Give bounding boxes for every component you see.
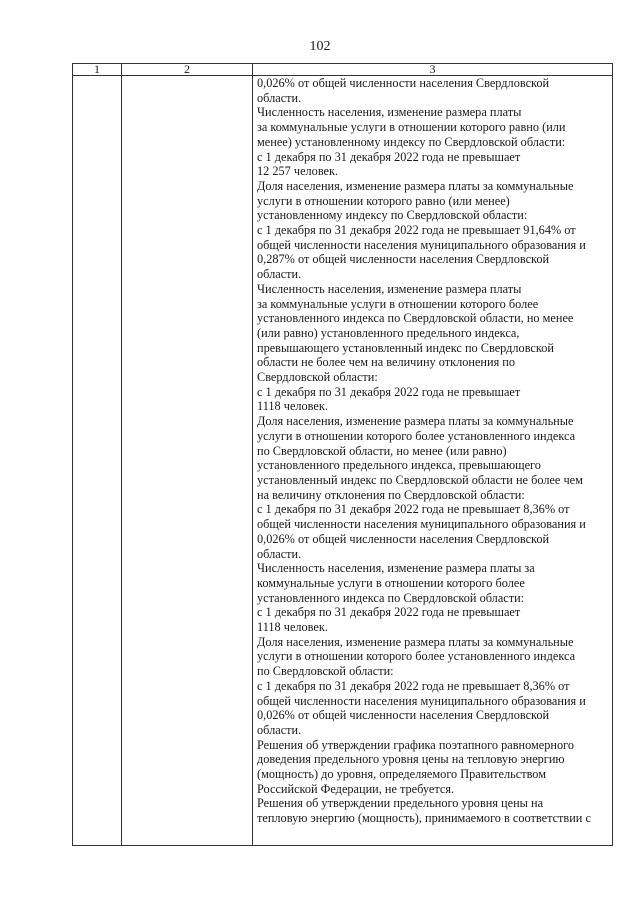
text-line: 0,026% от общей численности населения Свердловской	[257, 531, 550, 546]
text-line: с 1 декабря по 31 декабря 2022 года не превышает 91,64% от	[257, 223, 576, 238]
text-line: доведения предельного уровня цены на тепловую энергию	[257, 752, 565, 767]
text-line: услуги в отношении которого более установленного индекса	[257, 649, 576, 664]
text-line: по Свердловской области:	[257, 664, 394, 679]
text-line: 1118 человек.	[257, 620, 328, 635]
text-line: установленному индексу по Свердловской области:	[257, 208, 528, 223]
column-header-3: 3	[253, 64, 613, 76]
text-line: услуги в отношении которого более установленного индекса	[257, 428, 576, 443]
text-line: области.	[257, 267, 302, 282]
text-line: Решения об утверждении предельного уровня цены на	[257, 796, 544, 811]
text-line: установленный индекс по Свердловской области не более чем	[257, 472, 583, 487]
text-line: Численность населения, изменение размера платы	[257, 105, 522, 120]
text-line: (мощность) до уровня, определяемого Правительством	[257, 767, 546, 782]
table-cell-col3	[253, 76, 613, 846]
text-line: области не более чем на величину отклонения по	[257, 355, 516, 370]
table-header-row	[73, 64, 613, 76]
text-line: 0,287% от общей численности населения Свердловской	[257, 252, 550, 267]
text-line: превышающего установленный индекс по Свердловской	[257, 340, 554, 355]
text-line: области.	[257, 722, 302, 737]
text-line: за коммунальные услуги в отношении которого более	[257, 296, 539, 311]
text-line: общей численности населения муниципального образования и	[257, 517, 586, 532]
text-line: с 1 декабря по 31 декабря 2022 года не превышает 8,36% от	[257, 502, 570, 517]
column-header-1: 1	[73, 64, 122, 76]
text-line: по Свердловской области, но менее (или равно)	[257, 443, 507, 458]
text-line: Численность населения, изменение размера платы	[257, 281, 522, 296]
column-header-2: 2	[122, 64, 253, 76]
text-line: Свердловской области:	[257, 370, 378, 385]
text-line: Российской Федерации, не требуется.	[257, 781, 455, 796]
text-line: 0,026% от общей численности населения Свердловской	[257, 708, 550, 723]
text-line: Доля населения, изменение размера платы за коммунальные	[257, 178, 574, 193]
text-line: Численность населения, изменение размера платы за	[257, 561, 535, 576]
text-line: общей численности населения муниципального образования и	[257, 237, 586, 252]
text-line: 12 257 человек.	[257, 164, 339, 179]
text-line: тепловую энергию (мощность), принимаемого в соответствии с	[257, 811, 591, 826]
text-line: с 1 декабря по 31 декабря 2022 года не превышает	[257, 384, 521, 399]
table-cell-col2	[122, 76, 253, 846]
text-line: с 1 декабря по 31 декабря 2022 года не превышает	[257, 149, 521, 164]
text-line: услуги в отношении которого равно (или менее)	[257, 193, 510, 208]
text-line: Доля населения, изменение размера платы за коммунальные	[257, 414, 574, 429]
text-line: за коммунальные услуги в отношении которого равно (или	[257, 120, 566, 135]
table-cell-col1	[73, 76, 122, 846]
text-line: Решения об утверждении графика поэтапного равномерного	[257, 737, 574, 752]
text-line: 1118 человек.	[257, 399, 328, 414]
document-table	[72, 63, 613, 846]
text-line: общей численности населения муниципального образования и	[257, 693, 586, 708]
text-line: (или равно) установленного предельного индекса,	[257, 325, 520, 340]
text-line: Доля населения, изменение размера платы за коммунальные	[257, 634, 574, 649]
text-line: на величину отклонения по Свердловской области:	[257, 487, 525, 502]
text-line: с 1 декабря по 31 декабря 2022 года не превышает 8,36% от	[257, 678, 570, 693]
text-line: с 1 декабря по 31 декабря 2022 года не превышает	[257, 605, 521, 620]
text-line: менее) установленному индексу по Свердловской области:	[257, 134, 566, 149]
table-row	[73, 76, 613, 846]
page-number: 102	[309, 39, 331, 54]
text-line: установленного индекса по Свердловской области, но менее	[257, 311, 574, 326]
text-line: области.	[257, 546, 302, 561]
text-line: установленного индекса по Свердловской области:	[257, 590, 525, 605]
text-line: 0,026% от общей численности населения Свердловской	[257, 76, 550, 90]
text-line: установленного предельного индекса, превышающего	[257, 458, 541, 473]
text-line: области.	[257, 90, 302, 105]
text-line: коммунальные услуги в отношении которого более	[257, 575, 525, 590]
